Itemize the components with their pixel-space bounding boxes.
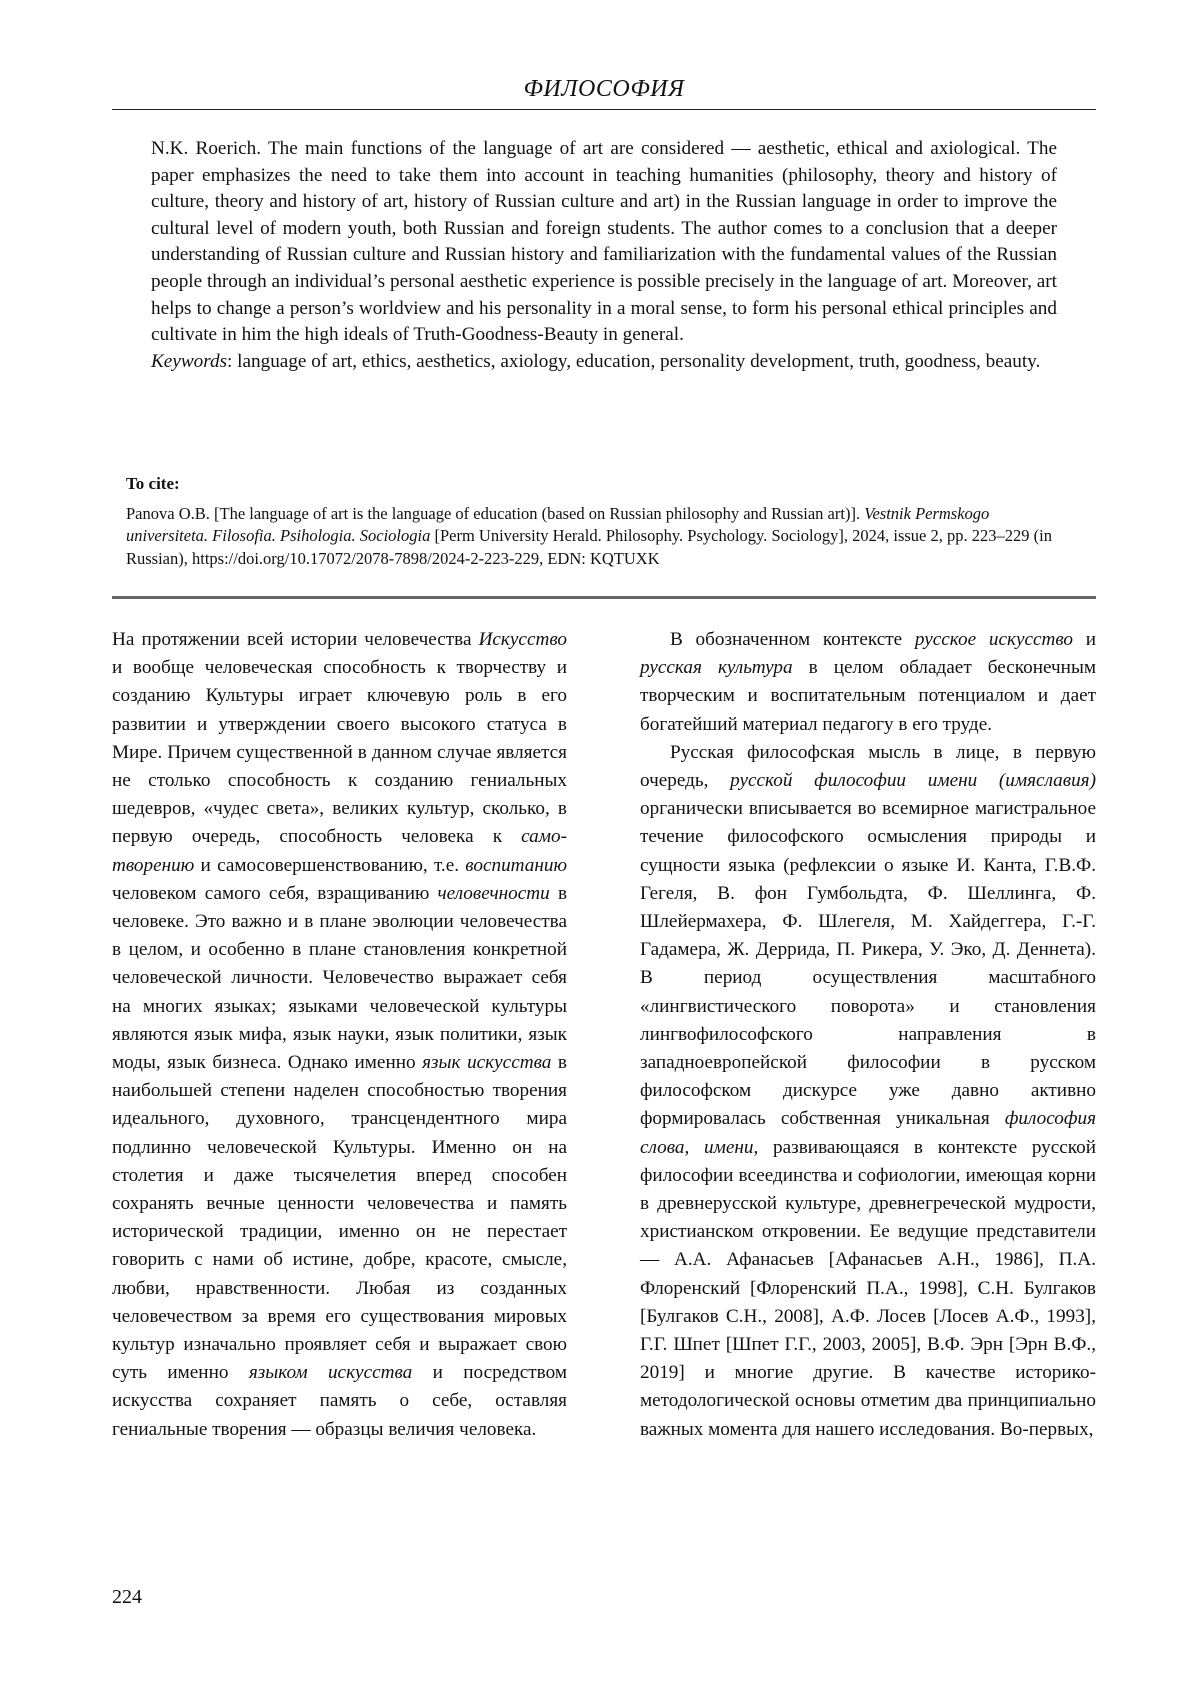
- emphasis: само-творению: [112, 826, 567, 876]
- section-separator: [112, 596, 1096, 599]
- text-run: Русская философская мысль в лице, в первую очередь,: [640, 741, 1096, 792]
- keywords: [151, 349, 1057, 376]
- emphasis: русская культура: [640, 657, 793, 679]
- emphasis: язык искусства: [422, 1052, 552, 1074]
- emphasis: русской философии имени (имяславия): [730, 770, 1096, 792]
- abstract-text: N.K. Roerich. The main functions of the language of art are considered — aesthetic, ethical and axiological. The paper emphasizes the need to take them into account in teaching humanities (philosophy, theory and history of culture, theory and history of art, history of Russian culture and art) in the Russian language in order to improve the cultural level of modern youth, both Russian and foreign students. The author comes to a conclusion that a deeper understanding of Russian culture and Russian history and familiarization with the fundamental values of the Russian people through an individual’s personal aesthetic experience is possible precisely in the language of art. Moreover, art helps to change a person’s worldview and his personality in a moral sense, to form his personal ethical principles and cultivate in him the high ideals of Truth-Goodness-Beauty in general.: [151, 138, 1057, 346]
- abstract: [151, 136, 1057, 375]
- text-run: , развивающаяся в контексте русской философии всеединства и софиологии, имеющая корни в древнерусской культуре, древнегреческой мудрости, христианском откровении. Ее ведущие представители — А.А. Афанасьев [Афанасьев А.Н., 1986], П.А. Флоренский [Флоренский П.А., 1998], С.Н. Булгаков [Булгаков С.Н., 2008], А.Ф. Лосев [Лосев А.Ф., 1993], Г.Г. Шпет [Шпет Г.Г., 2003, 2005], В.Ф. Эрн [Эрн В.Ф., 2019] и многие другие. В качестве историко-методологической основы отметим два принципиально важных момента для нашего исследования. Во-первых,: [640, 1136, 1096, 1440]
- text-run: в целом обладает бесконечным творческим и воспитательным потенциалом и дает богатейший материал педагогу в его труде.: [640, 657, 1096, 735]
- running-head-title: ФИЛОСОФИЯ: [523, 76, 685, 102]
- text-run: в человеке. Это важно и в плане эволюции человечества в целом, и особенно в плане становления конкретной человеческой личности. Человечество выражает себя на многих языках; языками человеческой культуры являются язык мифа, язык науки, язык политики, язык моды, язык бизнеса. Однако именно: [112, 882, 568, 1074]
- body-column-right: [640, 626, 1096, 1444]
- header-rule: [112, 109, 1096, 110]
- text-run: и: [1073, 629, 1096, 650]
- citation: [126, 503, 1074, 570]
- citation-part2: [Perm University Herald. Philosophy. Psychology. Sociology], 2024, issue 2, pp. 223–229 (in Russian), https://doi.org/10.17072/2078-7898/2024-2-223-229, EDN: KQTUXK: [126, 526, 1052, 568]
- page-number: 224: [112, 1586, 142, 1608]
- emphasis: философия слова, имени: [640, 1108, 1096, 1158]
- text-run: В обозначенном контексте: [670, 629, 915, 650]
- emphasis: русское искусство: [914, 629, 1074, 650]
- emphasis: Искусство: [478, 629, 567, 650]
- emphasis: воспитанию: [465, 854, 567, 876]
- emphasis: человечности: [437, 882, 550, 904]
- body-column-left: [112, 626, 567, 1444]
- text-run: и вообще человеческая способность к творчеству и созданию Культуры играет ключевую роль в его развитии и утверждении своего высокого статуса в Мире. Причем существенной в данном случае является не столько способность к созданию гениальных шедевров, «чудес света», великих культур, сколько, в первую очередь, способность человека к: [112, 657, 567, 848]
- text-run: и посредством искусства сохраняет память о себе, оставляя гениальные творения — образцы величия человека.: [112, 1362, 567, 1440]
- body-paragraph: [112, 626, 567, 1444]
- keywords-list: : language of art, ethics, aesthetics, axiology, education, personality development, truth, goodness, beauty.: [227, 350, 1041, 372]
- text-run: органически вписывается во всемирное магистральное течение философского осмысления природы и сущности языка (рефлексии о языке И. Канта, Г.В.Ф. Гегеля, В. фон Гумбольдта, Ф. Шеллинга, Ф. Шлейермахера, Ф. Шлегеля, М. Хайдеггера, Г.-Г. Гадамера, Ж. Деррида, П. Рикера, У. Эко, Д. Деннета). В период осуществления масштабного «лингвистического поворота» и становления лингвофилософского направления в западноевропейской философии в русском философском дискурсе уже давно активно формировалась собственная уникальная: [640, 798, 1096, 1130]
- keywords-label: Keywords: [151, 350, 228, 372]
- text-run: человеком самого себя, взращиванию: [112, 882, 438, 904]
- text-run: На протяжении всей истории человечества: [112, 629, 479, 650]
- text-run: в наибольшей степени наделен способностью творения идеального, духовного, трансцендентного мира подлинно человеческой Культуры. Именно он на столетия и даже тысячелетия вперед способен сохранять вечные ценности человечества и память исторической традиции, именно он не перестает говорить с нами об истине, добре, красоте, смысле, любви, нравственности. Любая из созданных человечеством за время его существования мировых культур изначально проявляет себя и выражает свою суть именно: [112, 1052, 567, 1384]
- body-paragraph: [640, 739, 1096, 1444]
- citation-journal: Vestnik Permskogo universiteta. Filosofia. Psihologia. Sociologia: [126, 504, 990, 546]
- citation-part1: Panova O.B. [The language of art is the language of education (based on Russian philosophy and Russian art)].: [126, 504, 865, 523]
- emphasis: языком искусства: [248, 1362, 413, 1384]
- cite-heading: To cite:: [126, 474, 180, 493]
- text-run: и самосовершенствованию, т.е.: [194, 854, 466, 876]
- body-paragraph: [640, 626, 1096, 739]
